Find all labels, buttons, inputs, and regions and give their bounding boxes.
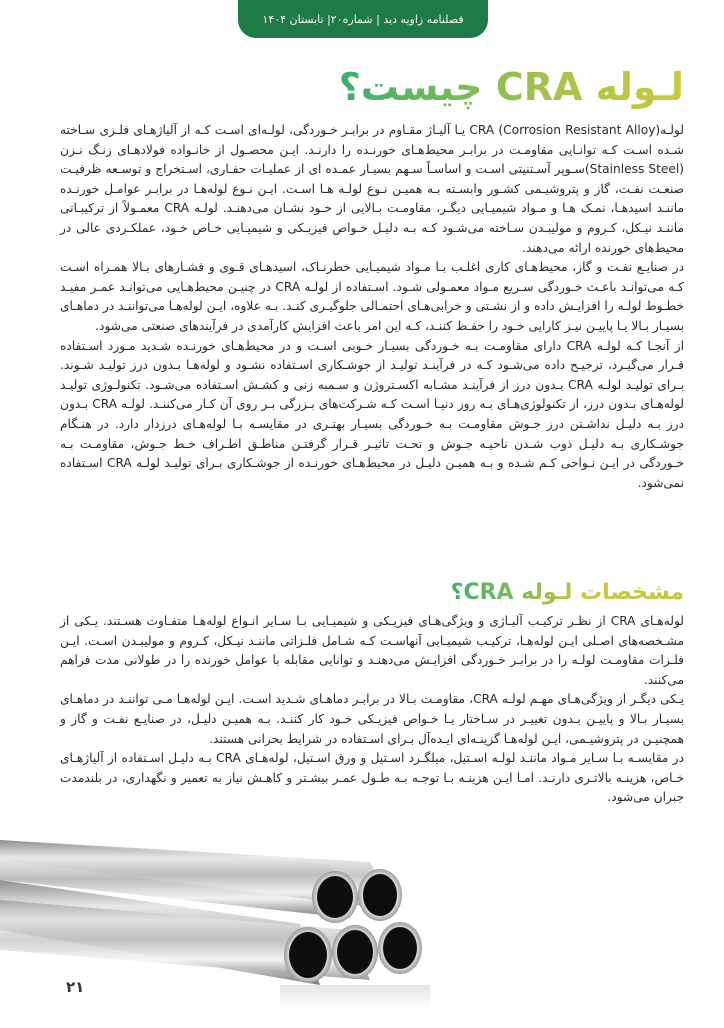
section-intro-body <box>60 121 684 493</box>
magazine-issue-label: فصلنامه زاویه دید | شماره۲۰| تابستان ۱۴۰۴ <box>262 12 464 26</box>
paragraph: لولـه(CRA (Corrosion Resistant Alloy یـا آلیـاژ مقـاوم در برابـر خـوردگی، لولـه‌ای اسـت کـه از آلیاژهـای فلـزی سـاخته شـده اسـت کـه توانـایی مقاومـت در برابـر محیط‌هـای خورنـده را دارنـد. ایـن محصـول از خانـواده فولادهـای زنـگ نـزن (Stainless Steel)سـوپر آسـتنیتی اسـت و اساسـاً سـهم بسیـار عمـده ای از عملیـات حفـاری، اسـتخراج و توسـعه ظرفیـت صنعـت نفـت، گاز و پتروشیـمی کشـور وابسـته بـه همیـن نـوع لولـه هـا اسـت. ایـن نـوع لوله‌هـا در برابـر عوامـل خورنـده ماننـد اسیدهـا، نمـک هـا و مـواد شیمیـایی دیگـر، مقاومـت بـالایی از خـود نشـان می‌دهنـد. لولـه CRA معمـولاً از ترکیبـاتی ماننـد نیـکل، کـروم و مولیبـدن سـاخته می‌شـود کـه بـه دلیـل خـواص فیزیـکی و شیمیـایی خـاص خـود، عملکـردی عالی در محیط‌های خورنده ارائه می‌دهند. <box>60 123 684 255</box>
paragraph: در مقایسـه بـا سـایر مـواد ماننـد لولـه اسـتیل، میلگـرد اسـتیل و ورق اسـتیل، لوله‌هـای CRA بـه دلیـل اسـتفاده از آلیاژهـای خـاص، هزینـه بالاتـری دارنـد. امـا ایـن هزینـه بـا توجـه بـه طـول عمـر بیشـتر و کاهـش نیاز به تعمیر و نگهداری، در بلندمدت جبران می‌شود. <box>60 751 684 805</box>
page-number: ۲۱ <box>66 978 85 996</box>
section-heading-part2: لـوله CRA؟ <box>450 580 573 605</box>
paragraph: از آنجـا کـه لولـه CRA دارای مقاومـت بـه خـوردگی بسیـار خـوبی اسـت و در محیط‌هـای خورنـده شـدید مـورد اسـتفاده قـرار می‌گیـرد، ترجیـح داده می‌شـود کـه در فرآینـد تولیـد از جوشـکاری اسـتفاده نشـود و لوله‌هـا بـدون درز تولیـد شـوند. بـرای تولیـد لولـه CRA بـدون درز از فرآینـد مشـابه اکسـتروژن و سـمبه زنی و کشـش اسـتفاده می‌شـود. تکنولـوژی تولیـد لوله‌هـای بـدون درز، از تکنولوژی‌هـای بـه روز دنیـا اسـت کـه شـرکت‌های بـزرگی بـر روی آن کـار می‌کننـد. لولـه CRA بـدون درز بـه دلیـل نداشـتن درز جـوش مقاومـت بـه خـوردگی بسیـار بهتـری در مقایسـه بـا لوله‌هـای درزدار دارد. در هنـگام جوشـکاری بـه دلیـل ذوب شـدن ناحیـه جـوش و تحـت تاثیـر قـرار گرفتـن مناطـق اطـراف خـط جـوش، مقاومـت بـه خـوردگی در ایـن نـواحی کـم شـده و بـه همیـن دلیـل در محیط‌هـای خورنـده از جوشـکاری بـرای تولیـد لولـه CRA اسـتفاده نمی‌شود. <box>60 338 685 490</box>
paragraph: یـکی دیگـر از ویژگی‌هـای مهـم لولـه CRA، مقاومـت بـالا در برابـر دماهـای شـدید اسـت. ایـن لوله‌هـا مـی تواننـد در دماهـای بسیـار بـالا و پاییـن بـدون تغییـر در سـاختار یـا خـواص فیزیـکی خـود کار کننـد. بـه همیـن دلیـل، در صنایـع نفـت و گاز و همچنیـن در پتروشیـمی، ایـن لوله‌هـا گزینـه‌ای ایـده‌آل بـرای اسـتفاده در شرایط بحرانی هستند. <box>60 692 684 746</box>
section-specs-body <box>60 612 684 808</box>
paragraph: در صنایـع نفـت و گاز، محیط‌هـای کاری اغلـب بـا مـواد شیمیـایی خطرنـاک، اسیدهـای قـوی و فشـارهای بـالا همـراه اسـت کـه می‌توانـد باعـث خـوردگی سـریع مـواد معمـولی شـود. اسـتفاده از لولـه CRA در چنیـن محیط‌هـایی می‌توانـد عمـر مفیـد خطـوط لولـه را افزایـش داده و از نشـتی و خرابی‌هـای احتمـالی جلوگیـری کنـد. بـه علاوه، ایـن لوله‌هـا می‌تواننـد در دماهـای بسیـار بـالا یـا پاییـن نیـز کارایی خـود را حفـظ کننـد، کـه این امر باعث افزایش کارآمدی در فرآیندهای صنعتی می‌شود. <box>60 260 684 333</box>
section-heading-specs <box>451 578 684 608</box>
steel-pipes-image <box>0 840 460 1024</box>
section-heading-part1: مشخصات <box>580 580 684 605</box>
magazine-header-banner <box>238 0 488 38</box>
paragraph: لوله‌هـای CRA از نظـر ترکیـب آلیـاژی و ویژگی‌هـای فیزیـکی و شیمیـایی بـا سـایر انـواع لوله‌هـا متفـاوت هسـتند. یـکی از مشـخصه‌های اصـلی ایـن لوله‌هـا، ترکیـب شیمیـایی آنهاسـت کـه شـامل فلـزاتی ماننـد نیـکل، کـروم و مولیبـدن اسـت. ایـن فلـزات مقاومـت لولـه را در برابـر خـوردگی افزایـش می‌دهنـد و توانایی مقابله با عوامل خورنده را در طولانی مدت فراهم می‌کنند. <box>60 614 684 687</box>
article-title: لـوله CRA چیست؟ <box>339 62 684 112</box>
